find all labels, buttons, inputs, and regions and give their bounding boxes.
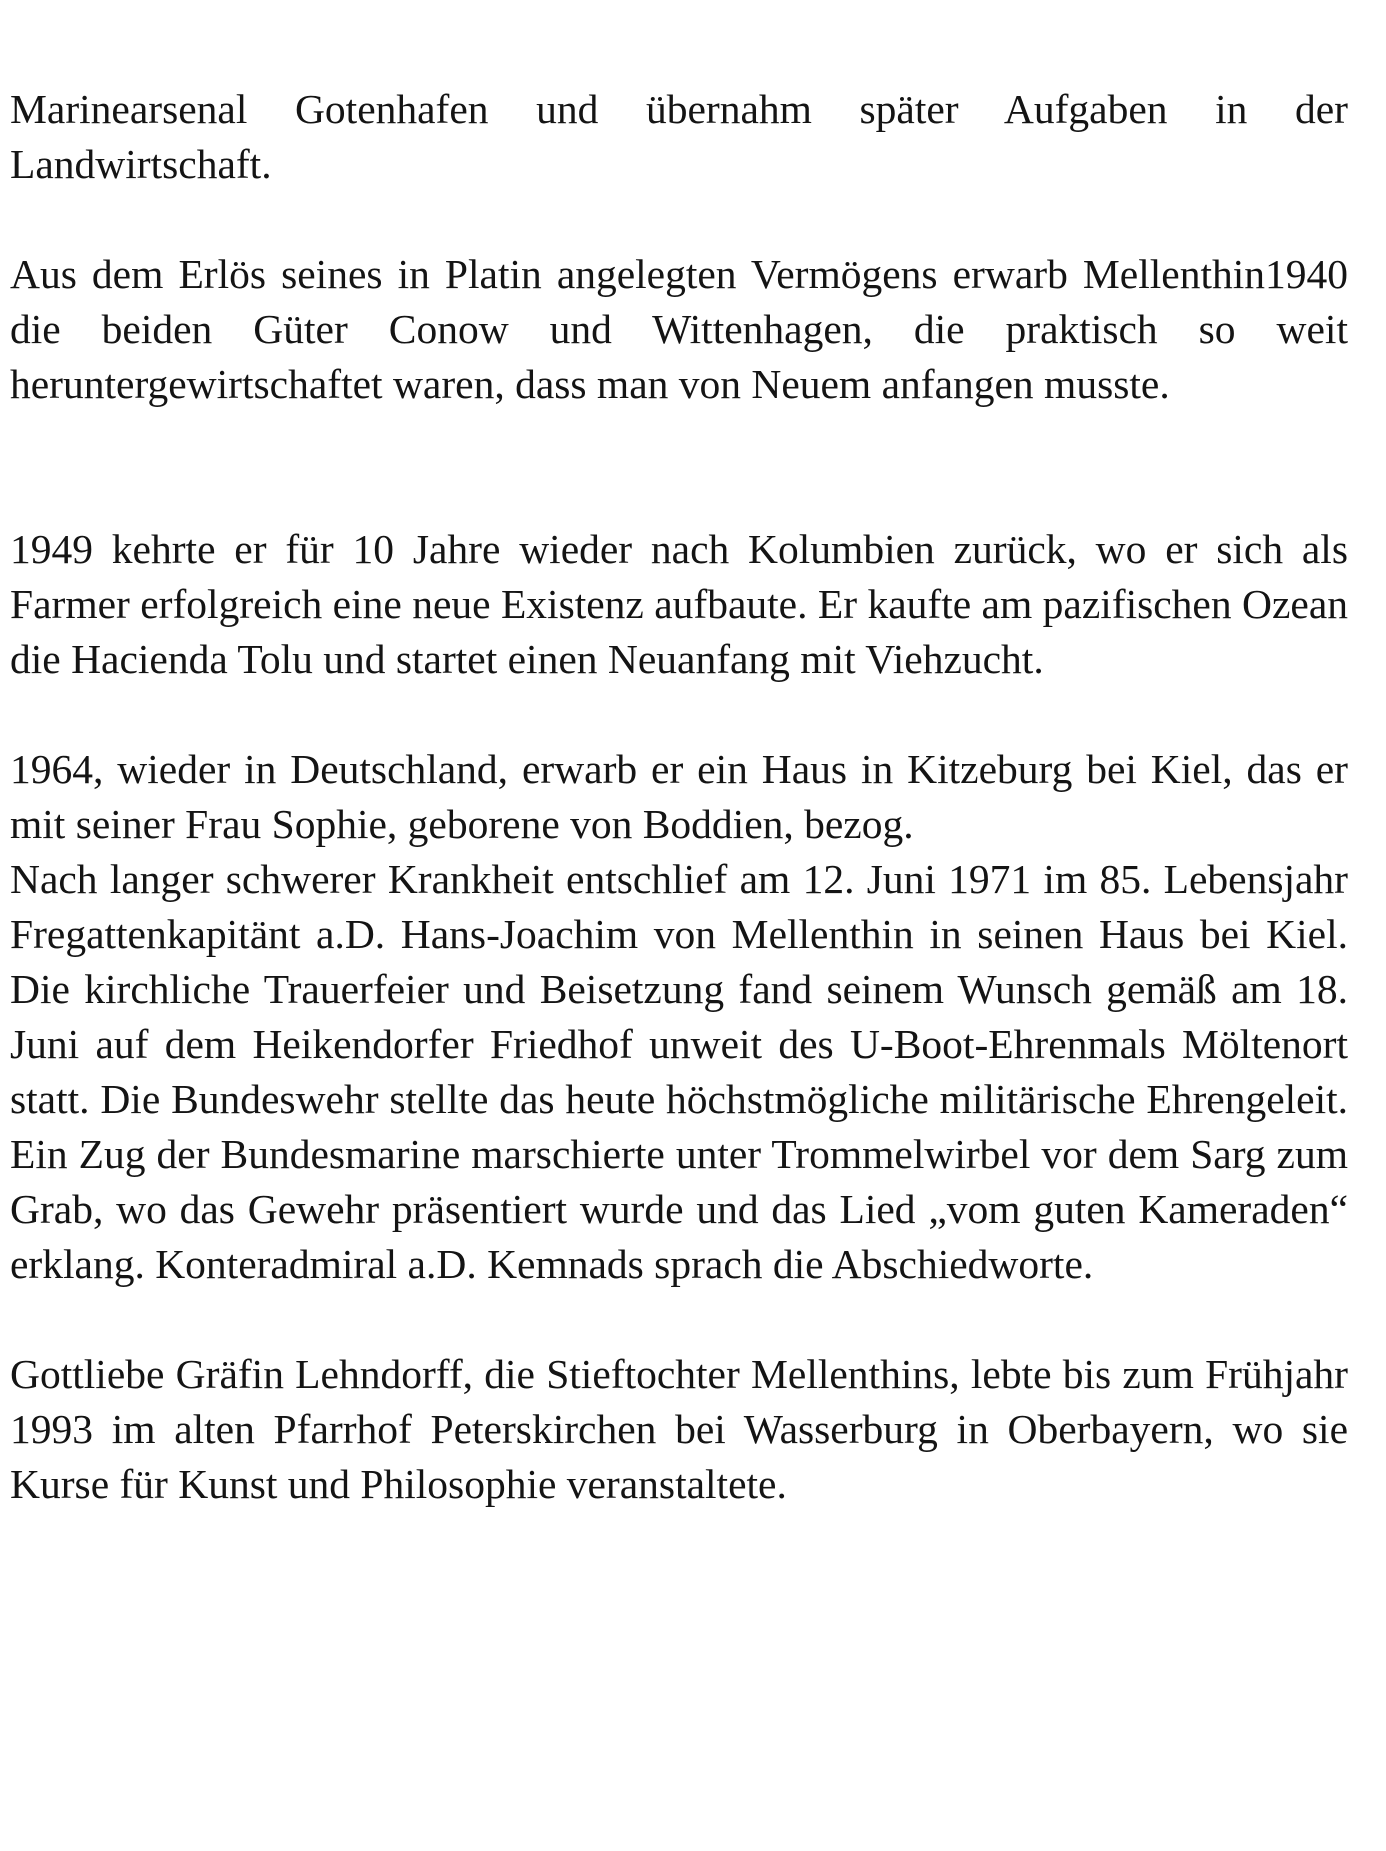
paragraph-gotenhafen: Marinearsenal Gotenhafen und übernahm später Aufgaben in der Landwirtschaft. — [10, 86, 1348, 187]
paragraph-conow-wittenhagen: Aus dem Erlös seines in Platin angelegten Vermögens erwarb Mellenthin1940 die beiden Güter Conow und Wittenhagen, die praktisch so weit heruntergewirtschaftet waren, dass man von Neuem anfangen musste. — [10, 251, 1348, 407]
paragraph-beisetzung: Nach langer schwerer Krankheit entschlief am 12. Juni 1971 im 85. Lebensjahr Fregattenkapitänt a.D. Hans-Joachim von Mellenthin in seinen Haus bei Kiel. Die kirchliche Trauerfeier und Beisetzung fand seinem Wunsch gemäß am 18. Juni auf dem Heikendorfer Friedhof unweit des U-Boot-Ehrenmals Möltenort statt. Die Bundeswehr stellte das heute höchstmögliche militärische Ehrengeleit. Ein Zug der Bundesmarine marschierte unter Trommelwirbel vor dem Sarg zum Grab, wo das Gewehr präsentiert wurde und das Lied „vom guten Kameraden“ erklang. Konteradmiral a.D. Kemnads sprach die Abschiedworte. — [10, 856, 1348, 1287]
document-body — [10, 82, 1348, 1512]
paragraph-kolumbien: 1949 kehrte er für 10 Jahre wieder nach Kolumbien zurück, wo er sich als Farmer erfolgreich eine neue Existenz aufbaute. Er kaufte am pazifischen Ozean die Hacienda Tolu und startet einen Neuanfang mit Viehzucht. — [10, 526, 1348, 682]
paragraph-kitzeburg: 1964, wieder in Deutschland, erwarb er ein Haus in Kitzeburg bei Kiel, das er mit seiner Frau Sophie, geborene von Boddien, bezog. — [10, 746, 1348, 847]
paragraph-lehndorff: Gottliebe Gräfin Lehndorff, die Stieftochter Mellenthins, lebte bis zum Frühjahr 1993 im alten Pfarrhof Peterskirchen bei Wasserburg in Oberbayern, wo sie Kurse für Kunst und Philosophie veranstaltete. — [10, 1351, 1348, 1507]
